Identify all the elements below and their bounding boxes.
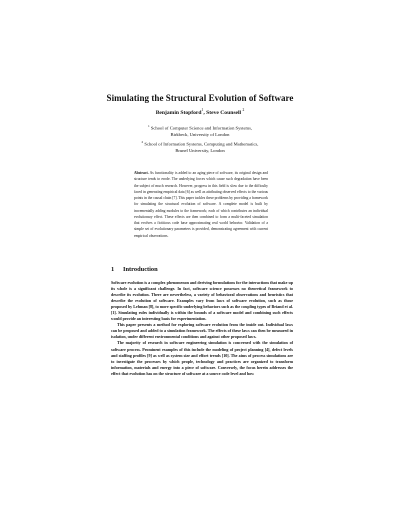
author-mark: 1 [201, 108, 204, 112]
author-separator: , [203, 109, 207, 116]
author-name: Steve Counsell [206, 109, 242, 116]
affiliation-mark: 2 [141, 140, 144, 144]
abstract-text: As functionality is added to an aging piece of software, its original design and structure tends to erode. The underlying forces which cause such degradation have been the subject of much research. However, progress in this field is slow due to the difficulty faced in generating empirical data [6] as well as attributing observed effects to the various points in the causal chain [7]. This paper tackles these problems by providing a framework for simulating the structural evolution of software. A complete model is built by incrementally adding modules to the framework; each of which contributes an individual evolutionary effect. These effects are then combined to form a multi-faceted simulation that evolves a fictitious code base approximating real world behavior. Validation of a simple set of evolutionary parameters is provided, demonstrating agreement with current empirical observations. [134, 171, 269, 238]
abstract-label: Abstract. [134, 171, 149, 175]
affiliation-line: Brunel University, London [175, 147, 225, 153]
paper-title: Simulating the Structural Evolution of Software [106, 93, 294, 103]
affiliation-mark: 1 [147, 124, 150, 128]
section-heading [111, 266, 311, 273]
affiliation-line: Birkbeck, University of London [170, 131, 230, 137]
author-mark: 2 [242, 108, 245, 112]
affiliation-line: School of Information Systems, Computing and Mathematics, [144, 141, 259, 147]
paragraph: This paper presents a method for exploring software evolution from the inside out. Individual laws can be proposed and added to a simulation framework. The effects of these laws can then be measured in isolation, under different environmental conditions and against other proposed laws. [111, 322, 293, 340]
affiliation-line: School of Computer Science and Information Systems, [150, 125, 253, 131]
affiliation [0, 139, 400, 154]
section-title: Introduction [123, 266, 158, 273]
paragraph: The majority of research in software engineering simulation is concerned with the simulation of software process. Prominent examples of this include the modeling of project planning [4], defect levels and staffing profiles [9] as well as system size and effort trends [10]. The aims of process simulations are to investigate the processes by which people, technology and practices are organized to transform information, materials and energy into a piece of software. Conversely, the focus herein addresses the effect that evolution has on the structure of software at a source code level and how [111, 340, 293, 376]
section-number: 1 [111, 266, 115, 273]
body-text [111, 280, 293, 377]
abstract [134, 170, 268, 239]
affiliation [0, 123, 400, 138]
paragraph: Software evolution is a complex phenomenon and deriving formulations for the interactions that make up its whole is a significant challenge. In fact, software science possesses no theoretical framework to describe its evolution. There are nevertheless, a variety of behavioral observations and heuristics that describe the evolution of software. Examples vary from laws of software evolution, such as those proposed by Lehman [8], to more specific underlying behaviors such as the coupling types of Briand et al. [1]. Simulating rules individually is within the bounds of a software model and combining such effects would provide an interesting basis for experimentation. [111, 280, 293, 322]
author-name: Benjamin Stopford [155, 109, 202, 116]
author-line [0, 108, 400, 116]
